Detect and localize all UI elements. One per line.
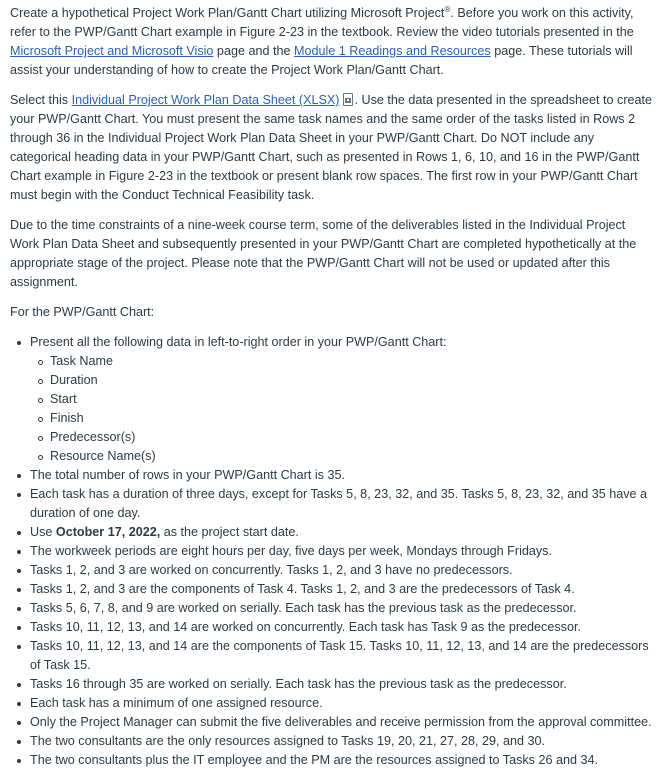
list-item: Tasks 1, 2, and 3 are the components of Task 4. Tasks 1, 2, and 3 are the predecessors of Task 4.: [30, 580, 657, 599]
list-item: Each task has a minimum of one assigned resource.: [30, 694, 657, 713]
list-item: The two consultants plus the IT employee and the PM are the resources assigned to Tasks 26 and 34.: [30, 751, 657, 770]
sub-list-item: Duration: [50, 371, 657, 390]
list-item: Each task has a duration of three days, except for Tasks 5, 8, 23, 32, and 35. Tasks 5, 8, 23, 32, and 35 have a duration of one day.: [30, 485, 657, 523]
data-sheet-link[interactable]: Individual Project Work Plan Data Sheet (XLSX): [71, 93, 340, 107]
data-sheet-text: . Use the data presented in the spreadsheet to create your PWP/Gantt Chart. You must present the same task names and the same order of the tasks listed in Rows 2 through 36 in the Individual Project Work Plan Data Sheet in your PWP/Gantt Chart. Do NOT include any categorical heading data in your PWP/Gantt Chart, such as presented in Rows 1, 6, 10, and 16 in the PWP/Gantt Chart example in Figure 2-23 in the textbook or present blank row spaces. The first row in your PWP/Gantt Chart must begin with the Conduct Technical Feasibility task.: [10, 93, 653, 202]
registered-mark: ®: [444, 4, 451, 14]
list-item: Tasks 16 through 35 are worked on serially. Each task has the previous task as the predecessor.: [30, 675, 657, 694]
list-item: The total number of rows in your PWP/Gantt Chart is 35.: [30, 466, 657, 485]
list-item: Tasks 10, 11, 12, 13, and 14 are worked on concurrently. Each task has Task 9 as the predecessor.: [30, 618, 657, 637]
list-item: Tasks 5, 6, 7, 8, and 9 are worked on serially. Each task has the previous task as the predecessor.: [30, 599, 657, 618]
list-item-text: Present all the following data in left-to-right order in your PWP/Gantt Chart:: [30, 335, 447, 349]
list-item: The workweek periods are eight hours per day, five days per week, Mondays through Fridays.: [30, 542, 657, 561]
sub-list-item: Finish: [50, 409, 657, 428]
sub-list-item: Task Name: [50, 352, 657, 371]
sub-list-item: Predecessor(s): [50, 428, 657, 447]
list-item-text: as the project start date.: [160, 525, 299, 539]
list-item: [30, 333, 657, 466]
download-file-icon[interactable]: [342, 93, 353, 106]
list-item: Only the Project Manager can submit the five deliverables and receive permission from the approval committee.: [30, 713, 657, 732]
intro-text: page and the: [213, 44, 294, 58]
ms-project-visio-link[interactable]: Microsoft Project and Microsoft Visio: [10, 44, 214, 58]
intro-text: page. These tutorials will assist your understanding of how to create the Project Work Plan/Gantt Chart.: [10, 44, 633, 77]
list-item-text: Use: [30, 525, 56, 539]
intro-text: . Before you work on this activity, refer to the PWP/Gantt Chart example in Figure 2-23 in the textbook. Review the video tutorials presented in the: [10, 6, 634, 39]
time-constraints-paragraph: Due to the time constraints of a nine-week course term, some of the deliverables listed in the Individual Project Work Plan Data Sheet and subsequently presented in your PWP/Gantt Chart are completed hypothetically at the appropriate stage of the project. Please note that the PWP/Gantt Chart will not be used or updated after this assignment.: [10, 218, 637, 289]
module1-readings-link[interactable]: Module 1 Readings and Resources: [293, 44, 491, 58]
requirements-list: [10, 333, 657, 770]
data-sheet-text: Select this: [10, 93, 72, 107]
sub-list-item: Start: [50, 390, 657, 409]
gantt-heading: For the PWP/Gantt Chart:: [10, 305, 155, 319]
start-date-bold: October 17, 2022,: [55, 525, 161, 539]
list-item: Tasks 1, 2, and 3 are worked on concurrently. Tasks 1, 2, and 3 have no predecessors.: [30, 561, 657, 580]
data-sheet-paragraph: [10, 91, 657, 205]
intro-text: Create a hypothetical Project Work Plan/Gantt Chart utilizing Microsoft Project: [10, 6, 445, 20]
list-item: The two consultants are the only resources assigned to Tasks 19, 20, 21, 27, 28, 29, and 30.: [30, 732, 657, 751]
list-item: [30, 523, 657, 542]
intro-paragraph: [10, 4, 657, 80]
list-item: Tasks 10, 11, 12, 13, and 14 are the components of Task 15. Tasks 10, 11, 12, 13, and 14 are the predecessors of Task 15.: [30, 637, 657, 675]
sub-list-item: Resource Name(s): [50, 447, 657, 466]
column-sub-list: [30, 352, 657, 466]
